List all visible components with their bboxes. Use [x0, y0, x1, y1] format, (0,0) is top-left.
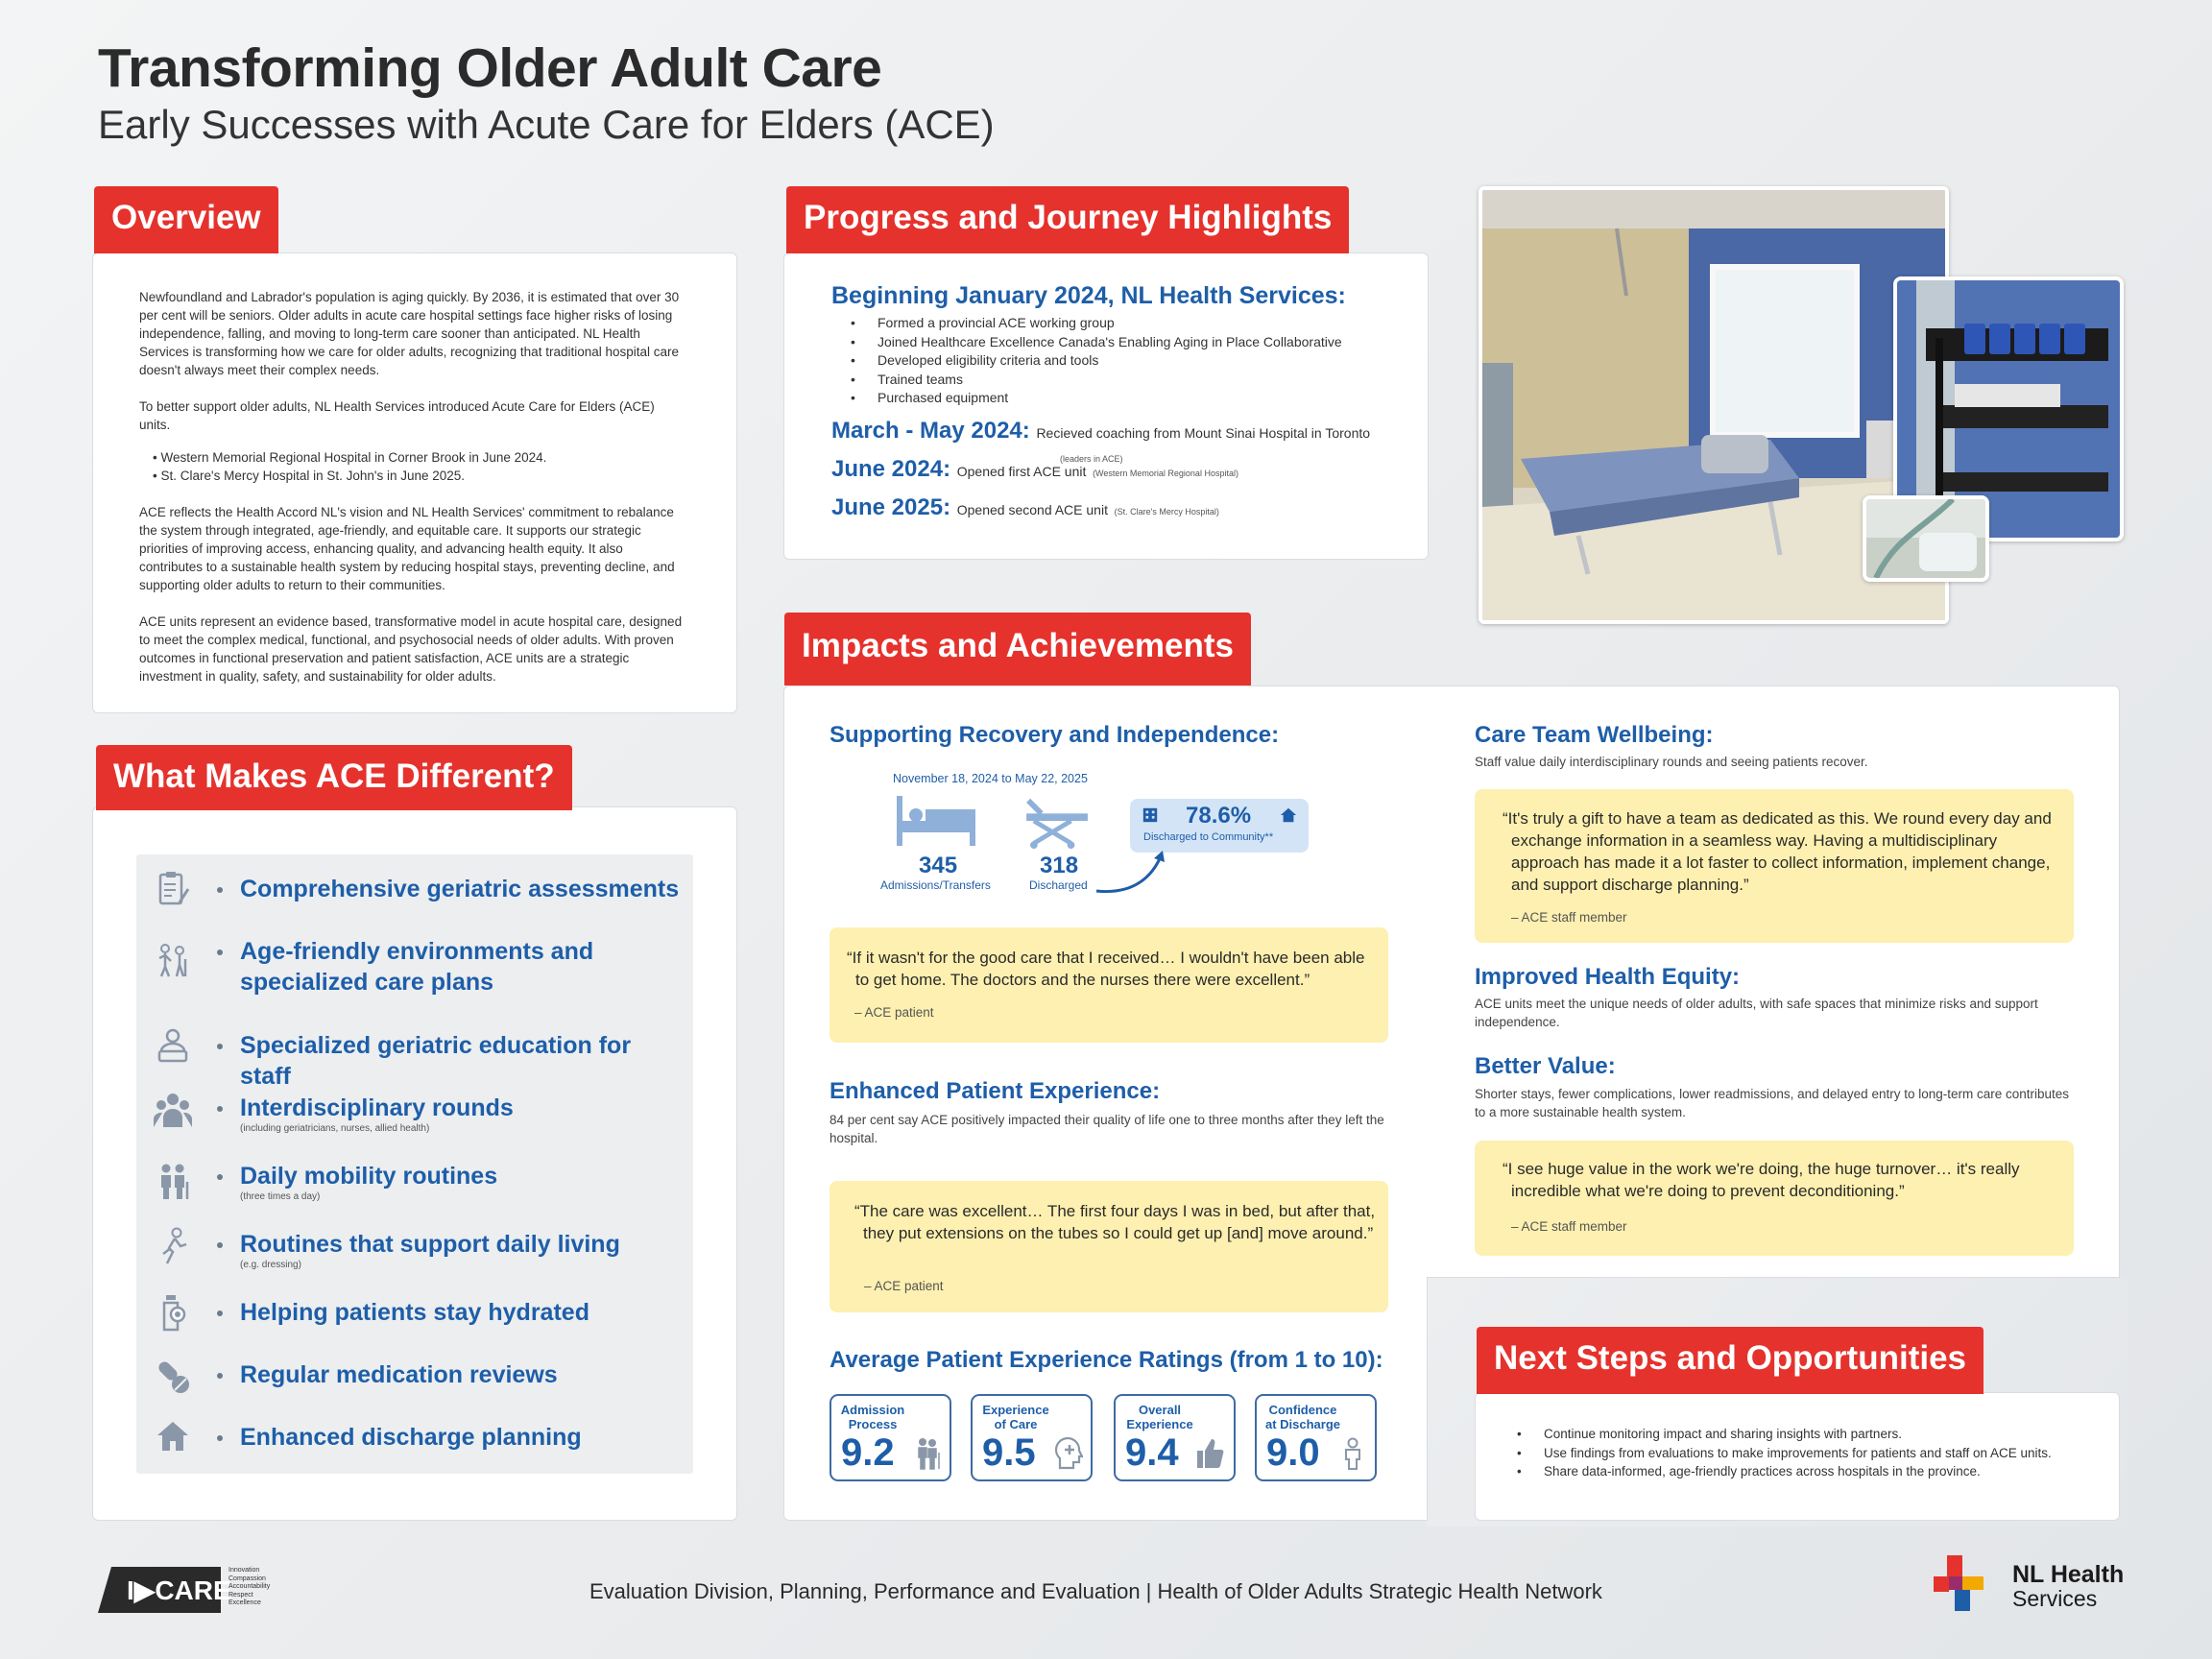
icare-value: Respect: [228, 1591, 253, 1599]
overview-paragraph: ACE reflects the Health Accord NL's vision and NL Health Services' commitment to rebalance the system through integrated, age-friendly, and equitable care. It supports our strategic priorities of improving access, enhancing quality, and advancing health equity. It also contributes to a sustainable health system by reducing hospital stays, preventing decline, and supporting older adults to return to their communities.: [139, 505, 675, 592]
page-title: Transforming Older Adult Care: [98, 37, 882, 99]
equity-text: ACE units meet the unique needs of older adults, with safe spaces that minimize risks and support independence.: [1475, 997, 2038, 1029]
elder-walking-icon: [154, 942, 192, 980]
rating-card: [1114, 1394, 1236, 1481]
rating-value: 9.2: [841, 1431, 895, 1474]
item-sublabel: (including geriatricians, nurses, allied health): [240, 1123, 430, 1134]
bullet-dot: [217, 1242, 223, 1248]
nl-health-brand-line1: NL Health: [2012, 1561, 2125, 1588]
mobility-icon: [154, 1163, 192, 1201]
progress-heading: Progress and Journey Highlights: [786, 186, 1349, 253]
icare-values: [228, 1567, 270, 1608]
stretcher-icon: [1020, 795, 1096, 851]
bullet-dot: [217, 1174, 223, 1180]
thumbs-up-icon: [1193, 1437, 1226, 1470]
impacts-cutout-border: [1427, 1277, 1428, 1521]
list-item: • Purchased equipment: [878, 389, 1342, 408]
item-label: Daily mobility routines: [240, 1163, 498, 1190]
rating-card: [830, 1394, 951, 1481]
bullet-dot: [217, 1106, 223, 1112]
nl-health-brand-line2: Services: [2012, 1586, 2098, 1611]
community-badge: [1130, 799, 1309, 853]
item-sublabel: (e.g. dressing): [240, 1260, 301, 1270]
quote-text: “It's truly a gift to have a team as dedicated as this. We round every day and exchange information in a seamless way. Having a multidisciplinary approach has made it a lot faster to collect information, implement change, and support discharge planning.”: [1503, 809, 2052, 894]
value-heading: Better Value:: [1475, 1053, 1616, 1079]
progress-list: [878, 314, 1342, 408]
milestone-text: Recieved coaching from Mount Sinai Hospital in Toronto: [1036, 425, 1371, 441]
rating-value: 9.4: [1125, 1431, 1179, 1474]
value-text: Shorter stays, fewer complications, lower readmissions, and delayed entry to long-term care contributes to a more sustainable health system.: [1475, 1087, 2070, 1119]
icare-value: Innovation: [228, 1567, 260, 1574]
progress-intro: Beginning January 2024, NL Health Services:: [831, 282, 1346, 309]
clipboard-icon: [154, 870, 192, 908]
education-icon: [154, 1026, 192, 1065]
arrow-icon: [1094, 849, 1171, 897]
quote-card: [830, 927, 1388, 1043]
list-item: • Continue monitoring impact and sharing insights with partners.: [1544, 1425, 2052, 1444]
bullet-dot: [217, 1044, 223, 1049]
list-item: • Joined Healthcare Excellence Canada's Enabling Aging in Place Collaborative: [878, 333, 1342, 352]
impacts-cutout-border: [1427, 1277, 2121, 1278]
milestone-note: (leaders in ACE): [1060, 454, 1123, 464]
ratings-heading: Average Patient Experience Ratings (from 1 to 10):: [830, 1347, 1383, 1373]
equity-heading: Improved Health Equity:: [1475, 964, 1741, 990]
rating-label: Experience of Care: [982, 1403, 1049, 1431]
item-label: Routines that support daily living: [240, 1231, 620, 1258]
icare-value: Excellence: [228, 1599, 261, 1606]
dressing-icon: [154, 1227, 192, 1265]
rating-card: [1255, 1394, 1377, 1481]
list-item: • Formed a provincial ACE working group: [878, 314, 1342, 333]
page-subtitle: Early Successes with Acute Care for Elders (ACE): [98, 102, 995, 147]
next-steps-list: [1544, 1425, 2052, 1481]
different-heading: What Makes ACE Different?: [96, 745, 572, 810]
overview-paragraph: To better support older adults, NL Health Services introduced Acute Care for Elders (ACE) units.: [139, 399, 655, 432]
quote-text: “The care was excellent… The first four days I was in bed, but after that, they put extensions on the tubes so I could get up [and] move around.”: [854, 1202, 1376, 1242]
quote-text: “If it wasn't for the good care that I received… I wouldn't have been able to get home. The doctors and the nurses there were excellent.”: [847, 949, 1365, 989]
quote-attribution: – ACE patient: [864, 1279, 944, 1293]
list-item: • Share data-informed, age-friendly practices across hospitals in the province.: [1544, 1462, 2052, 1481]
discharged-label: Discharged: [1029, 878, 1088, 892]
milestone-row: [831, 456, 1238, 483]
item-label: Age-friendly environments and specialized care plans: [240, 938, 594, 996]
footer-text: Evaluation Division, Planning, Performance and Evaluation | Health of Older Adults Strategic Health Network: [589, 1579, 1602, 1603]
impacts-heading: Impacts and Achievements: [784, 613, 1251, 685]
admissions-value: 345: [919, 853, 958, 878]
team-icon: [154, 1091, 192, 1129]
bullet-dot: [217, 887, 223, 893]
milestone-date: March - May 2024:: [831, 418, 1030, 444]
icare-logo-text: I▶CARE: [127, 1575, 231, 1605]
iv-tube-photo: [1863, 495, 1989, 582]
rating-label: Confidence at Discharge: [1264, 1403, 1341, 1431]
different-list: [136, 854, 693, 1474]
quote-attribution: – ACE patient: [854, 1005, 934, 1020]
bullet-dot: [217, 1310, 223, 1316]
admissions-label: Admissions/Transfers: [880, 878, 991, 892]
recovery-heading: Supporting Recovery and Independence:: [830, 722, 1280, 748]
person-icon: [1338, 1437, 1367, 1470]
list-item: • Use findings from evaluations to make improvements for patients and staff on ACE units.: [1544, 1444, 2052, 1463]
milestone-note: (St. Clare's Mercy Hospital): [1114, 507, 1219, 517]
item-label: Specialized geriatric education for staff: [240, 1032, 632, 1090]
quote-card: [830, 1181, 1388, 1312]
wellbeing-heading: Care Team Wellbeing:: [1475, 722, 1714, 748]
community-label: Discharged to Community**: [1143, 831, 1274, 843]
icare-value: Compassion: [228, 1575, 266, 1582]
item-sublabel: (three times a day): [240, 1191, 321, 1202]
quote-card: [1475, 1141, 2074, 1256]
list-item: • Western Memorial Regional Hospital in Corner Brook in June 2024.: [153, 448, 686, 467]
hospital-list: [153, 448, 686, 485]
community-value: 78.6%: [1186, 803, 1252, 829]
rating-value: 9.0: [1266, 1431, 1320, 1474]
discharged-value: 318: [1040, 853, 1079, 878]
experience-text: 84 per cent say ACE positively impacted their quality of life one to three months after they left the hospital.: [830, 1113, 1384, 1145]
list-item: • Trained teams: [878, 371, 1342, 390]
nl-health-logo-icon: [1934, 1555, 1991, 1613]
building-icon: [1142, 806, 1159, 824]
overview-paragraph: Newfoundland and Labrador's population is aging quickly. By 2036, it is estimated that over 30 per cent will be seniors. Older adults in acute care hospital settings face higher risks of losing independence, falling, and moving to long-term care sooner than anticipated. NL Health Services is transforming how we care for older adults, recognizing that traditional hospital care doesn't always meet their complex needs.: [139, 290, 680, 377]
milestone-row: [831, 418, 1370, 445]
home-icon: [154, 1416, 192, 1455]
list-item: • Developed eligibility criteria and tools: [878, 351, 1342, 371]
rating-label: Overall Experience: [1126, 1403, 1193, 1431]
home-community-icon: [1280, 806, 1297, 824]
milestone-date: June 2025:: [831, 494, 951, 520]
item-label: Interdisciplinary rounds: [240, 1094, 514, 1121]
icare-value: Accountability: [228, 1583, 271, 1590]
icare-logo: [98, 1567, 231, 1613]
next-steps-heading: Next Steps and Opportunities: [1477, 1327, 1984, 1394]
milestone-date: June 2024:: [831, 456, 951, 482]
bullet-dot: [217, 1435, 223, 1441]
overview-heading: Overview: [94, 186, 278, 253]
bullet-dot: [217, 1373, 223, 1379]
item-label: Enhanced discharge planning: [240, 1424, 582, 1451]
medical-head-icon: [1054, 1437, 1083, 1470]
item-label: Comprehensive geriatric assessments: [240, 876, 680, 902]
quote-text: “I see huge value in the work we're doing, the huge turnover… it's really incredible what we're doing to prevent deconditioning.”: [1503, 1160, 2020, 1200]
item-label: Helping patients stay hydrated: [240, 1299, 589, 1326]
milestone-note: (Western Memorial Regional Hospital): [1093, 469, 1238, 478]
experience-heading: Enhanced Patient Experience:: [830, 1078, 1161, 1104]
quote-attribution: – ACE staff member: [1511, 1219, 1627, 1234]
milestone-text: Opened second ACE unit: [956, 502, 1108, 517]
rating-value: 9.5: [982, 1431, 1036, 1474]
water-bottle-icon: [154, 1293, 192, 1332]
rating-card: [971, 1394, 1093, 1481]
recovery-date-range: November 18, 2024 to May 22, 2025: [893, 772, 1088, 785]
quote-card: [1475, 789, 2074, 943]
item-label: Regular medication reviews: [240, 1361, 558, 1388]
hospital-bed-icon: [893, 792, 979, 850]
overview-paragraph: ACE units represent an evidence based, transformative model in acute hospital care, designed to meet the complex medical, functional, and psychosocial needs of older adults. With proven outcomes in functional preservation and patient satisfaction, ACE units are a strategic investment in quality, safety, and sustainability for older adults.: [139, 614, 683, 684]
milestone-row: [831, 494, 1219, 521]
rating-label: Admission Process: [840, 1403, 905, 1431]
elder-walking-icon: [913, 1437, 942, 1470]
quote-attribution: – ACE staff member: [1511, 910, 1627, 925]
overview-text: [139, 288, 686, 704]
wellbeing-text: Staff value daily interdisciplinary rounds and seeing patients recover.: [1475, 755, 1868, 769]
bullet-dot: [217, 950, 223, 955]
list-item: • St. Clare's Mercy Hospital in St. John's in June 2025.: [153, 467, 686, 485]
milestone-text: Opened first ACE unit: [956, 464, 1087, 479]
pill-icon: [154, 1358, 192, 1396]
